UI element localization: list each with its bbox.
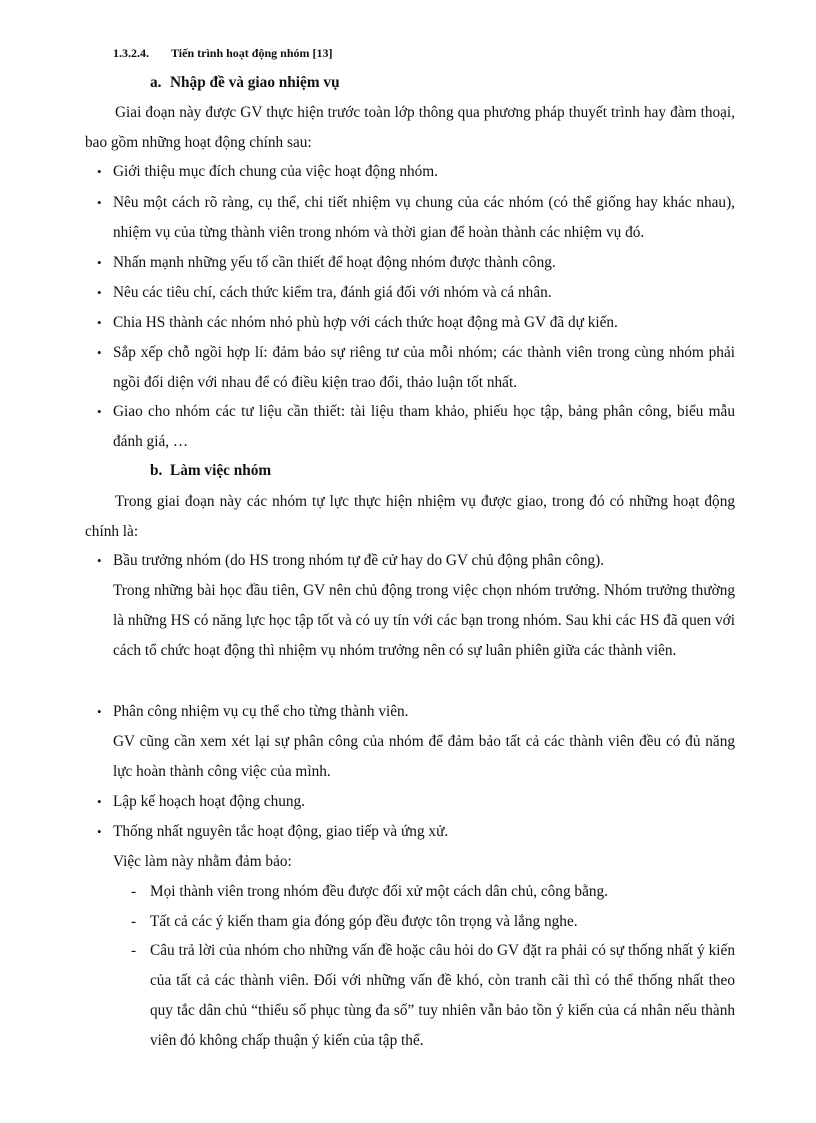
bullet-text: Thống nhất nguyên tắc hoạt động, giao tiếp và ứng xử. xyxy=(113,823,449,840)
part-a-bullet-1 xyxy=(97,157,735,187)
part-a-bullet-2 xyxy=(97,188,735,248)
bullet-mark: • xyxy=(97,255,102,270)
subheading-b-letter: b. xyxy=(150,462,163,479)
bullet-mark: • xyxy=(97,195,102,210)
part-b-intro: Trong giai đoạn này các nhóm tự lực thực hiện nhiệm vụ được giao, trong đó có những hoạt động chính là: xyxy=(85,493,735,540)
bullet-text: Chia HS thành các nhóm nhỏ phù hợp với cách thức hoạt động mà GV đã dự kiến. xyxy=(113,314,618,331)
dash-text: Tất cả các ý kiến tham gia đóng góp đều được tôn trọng và lắng nghe. xyxy=(150,913,578,930)
part-a-bullet-4 xyxy=(97,278,735,308)
subheading-a-letter: a. xyxy=(150,74,162,91)
part-b-bullet-2-detail: GV cũng cần xem xét lại sự phân công của nhóm để đảm bảo tất cả các thành viên đều có đủ năng lực hoàn thành công việc của mình. xyxy=(113,733,735,780)
part-a-bullet-3 xyxy=(97,248,735,278)
bullet-text: Nhấn mạnh những yếu tố cần thiết để hoạt động nhóm được thành công. xyxy=(113,254,556,271)
bullet-mark: • xyxy=(97,404,102,419)
part-b-bullet-4 xyxy=(97,817,735,847)
dash-item-1 xyxy=(131,877,735,907)
part-a-bullet-7 xyxy=(97,397,735,457)
dash-mark: - xyxy=(131,883,137,900)
bullet-text: Bầu trưởng nhóm (do HS trong nhóm tự đề cử hay do GV chủ động phân công). xyxy=(113,552,605,569)
part-a-intro: Giai đoạn này được GV thực hiện trước toàn lớp thông qua phương pháp thuyết trình hay đàm thoại, bao gồm những hoạt động chính sau: xyxy=(85,104,735,151)
part-a-bullet-5 xyxy=(97,308,735,338)
bullet-mark: • xyxy=(97,315,102,330)
subheading-a xyxy=(150,74,340,92)
bullet-text: Giới thiệu mục đích chung của việc hoạt động nhóm. xyxy=(113,163,438,180)
subheading-b xyxy=(150,462,271,480)
section-title: Tiến trình hoạt động nhóm [13] xyxy=(171,46,333,60)
section-heading xyxy=(113,46,332,61)
dash-text: Mọi thành viên trong nhóm đều được đối xử một cách dân chủ, công bằng. xyxy=(150,883,608,900)
bullet-text: Nêu một cách rõ ràng, cụ thể, chi tiết nhiệm vụ chung của các nhóm (có thể giống hay khác nhau), nhiệm vụ của từng thành viên trong nhóm và thời gian để hoàn thành các nhiệm vụ đó. xyxy=(113,194,735,241)
bullet-text: Phân công nhiệm vụ cụ thể cho từng thành viên. xyxy=(113,703,409,720)
bullet-mark: • xyxy=(97,285,102,300)
bullet-text: Lập kế hoạch hoạt động chung. xyxy=(113,793,306,810)
bullet-text: Sắp xếp chỗ ngồi hợp lí: đảm bảo sự riêng tư của mỗi nhóm; các thành viên trong cùng nhóm phải ngồi đối diện với nhau để có điều kiện trao đổi, thảo luận tốt nhất. xyxy=(113,344,735,391)
part-b-bullet-1-detail: Trong những bài học đầu tiên, GV nên chủ động trong việc chọn nhóm trưởng. Nhóm trưởng thường là những HS có năng lực học tập tốt và có uy tín với các bạn trong nhóm. Sau khi các HS đã quen với cách tổ chức hoạt động thì nhiệm vụ nhóm trưởng nên có sự luân phiên giữa các thành viên. xyxy=(113,582,735,659)
part-b-bullet-4-detail: Việc làm này nhằm đảm bảo: xyxy=(113,853,292,870)
dash-item-2 xyxy=(131,907,735,937)
bullet-mark: • xyxy=(97,704,102,719)
dash-mark: - xyxy=(131,942,137,959)
part-b-bullet-2 xyxy=(97,697,735,727)
dash-text: Câu trả lời của nhóm cho những vấn đề hoặc câu hỏi do GV đặt ra phải có sự thống nhất ý kiến của tất cả các thành viên. Đối với những vấn đề khó, còn tranh cãi thì có thể thống nhất theo quy tắc dân chủ “thiểu số phục tùng đa số” tuy nhiên vẫn bảo tồn ý kiến của cá nhân nếu thành viên đó không chấp thuận ý kiến của tập thể. xyxy=(150,942,735,1049)
bullet-mark: • xyxy=(97,553,102,568)
dash-mark: - xyxy=(131,913,137,930)
part-b-bullet-1 xyxy=(97,546,735,576)
bullet-mark: • xyxy=(97,824,102,839)
bullet-mark: • xyxy=(97,164,102,179)
subheading-b-title: Làm việc nhóm xyxy=(170,462,272,479)
bullet-mark: • xyxy=(97,794,102,809)
part-b-bullet-3 xyxy=(97,787,735,817)
dash-item-3 xyxy=(131,936,735,1056)
bullet-mark: • xyxy=(97,345,102,360)
bullet-text: Giao cho nhóm các tư liệu cần thiết: tài liệu tham khảo, phiếu học tập, bảng phân công, biểu mẫu đánh giá, … xyxy=(113,403,735,450)
section-number: 1.3.2.4. xyxy=(113,46,149,60)
part-a-bullet-6 xyxy=(97,338,735,398)
subheading-a-title: Nhập đề và giao nhiệm vụ xyxy=(170,74,340,91)
bullet-text: Nêu các tiêu chí, cách thức kiểm tra, đánh giá đối với nhóm và cá nhân. xyxy=(113,284,552,301)
